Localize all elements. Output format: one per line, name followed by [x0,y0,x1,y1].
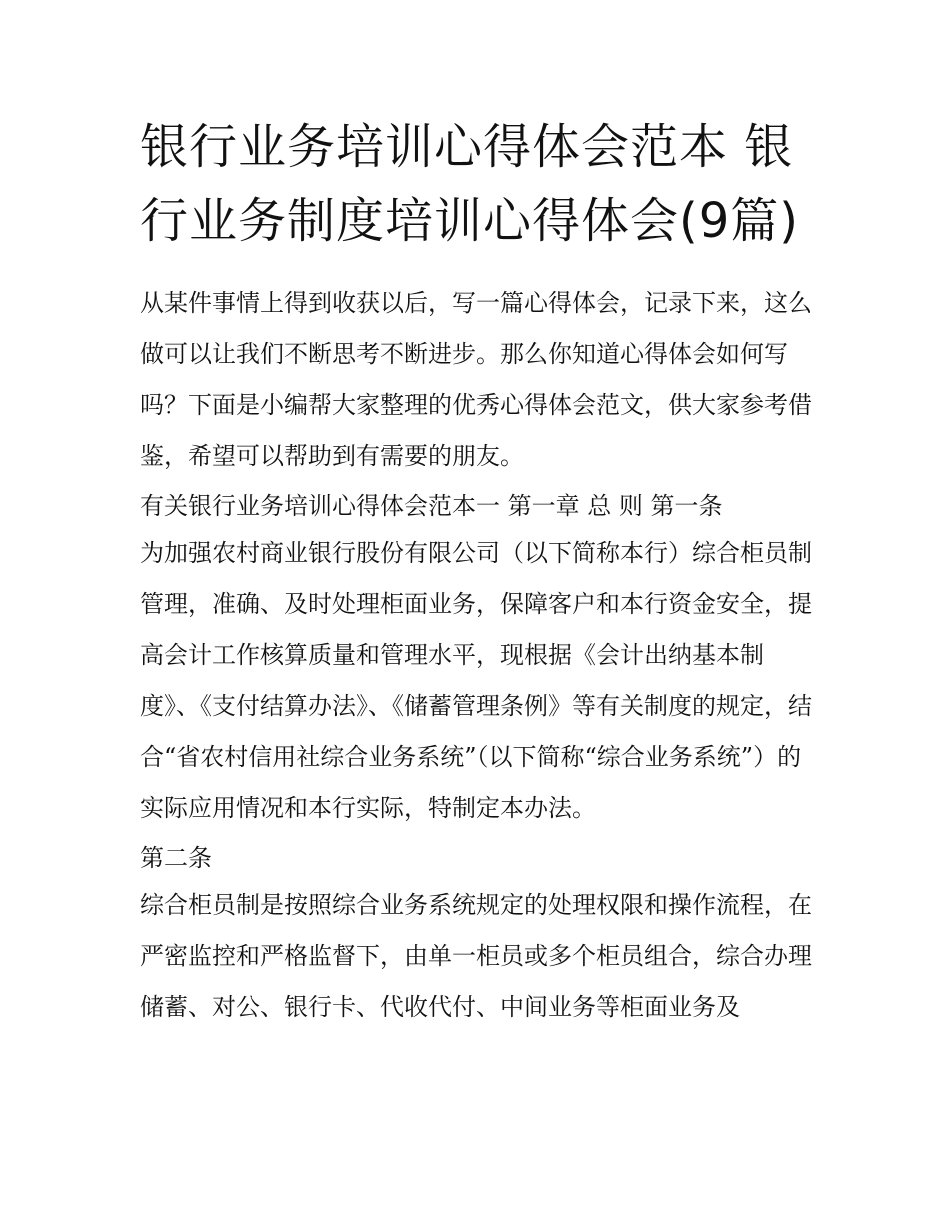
document-page [140,110,820,1033]
paragraph-article-1: 为加强农村商业银行股份有限公司（以下简称本行）综合柜员制管理，准确、及时处理柜面业务，保障客户和本行资金安全，提高会计工作核算质量和管理水平，现根据《会计出纳基本制度》、《支付结算办法》、《储蓄管理条例》等有关制度的规定，结合“省农村信用社综合业务系统”（以下简称“综合业务系统”）的实际应用情况和本行实际，特制定本办法。 [140,539,812,822]
document-title: 银行业务培训心得体会范本 银行业务制度培训心得体会(9篇) [140,119,799,249]
paragraph-article-2-heading: 第二条 [140,844,212,872]
paragraph-article-2: 综合柜员制是按照综合业务系统规定的处理权限和操作流程，在严密监控和严格监督下，由单一柜员或多个柜员组合，综合办理储蓄、对公、银行卡、代收代付、中间业务等柜面业务及 [140,891,812,1021]
paragraph-intro: 从某件事情上得到收获以后，写一篇心得体会，记录下来，这么做可以让我们不断思考不断进步。那么你知道心得体会如何写吗？下面是小编帮大家整理的优秀心得体会范文，供大家参考借鉴，希望可以帮助到有需要的朋友。 [140,289,812,470]
paragraph-chapter-heading: 有关银行业务培训心得体会范本一 第一章 总 则 第一条 [140,492,723,520]
